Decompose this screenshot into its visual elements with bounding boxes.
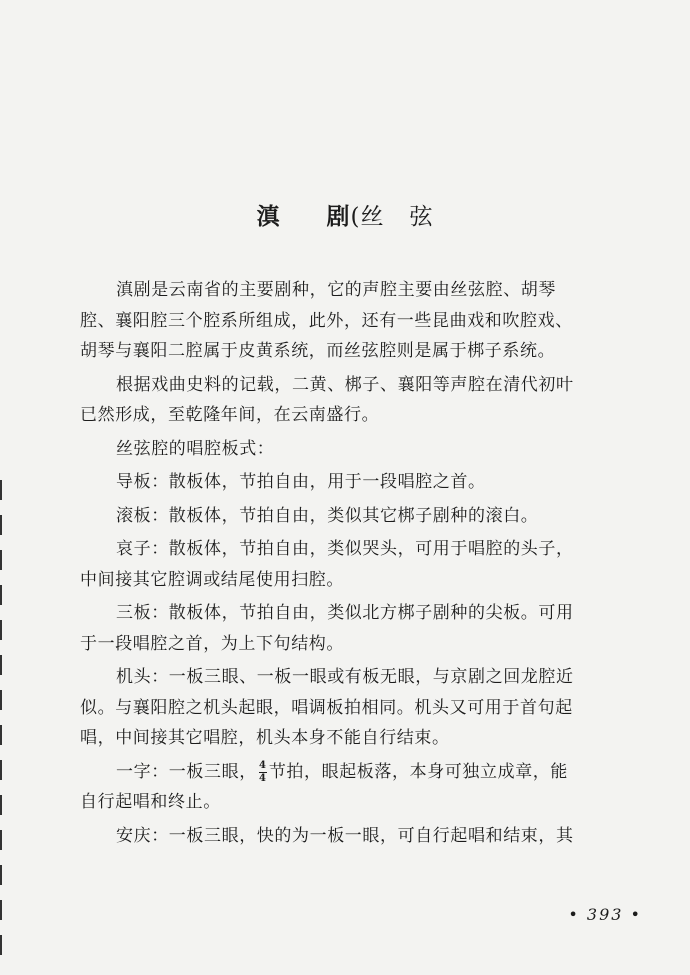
title-char-4: 弦 — [409, 204, 434, 230]
margin-mark — [0, 795, 2, 815]
margin-mark — [0, 480, 2, 500]
text-line: 安庆：一板三眼，快的为一板一眼，可自行起唱和结束，其 — [116, 825, 574, 846]
margin-mark — [0, 550, 2, 570]
title-char-1: 滇 — [256, 203, 281, 230]
binding-margin-marks — [0, 480, 4, 970]
section-title — [0, 198, 690, 231]
margin-mark — [0, 935, 2, 955]
margin-mark — [0, 690, 2, 710]
paragraph-anqing — [80, 821, 658, 852]
margin-mark — [0, 760, 2, 780]
text-line: 似。与襄阳腔之机头起眼，唱调板拍相同。机头又可用于首句起 — [80, 697, 573, 718]
text-line: 胡琴与襄阳二腔属于皮黄系统，而丝弦腔则是属于梆子系统。 — [80, 341, 556, 361]
text-line: 自行起唱和终止。 — [80, 792, 221, 812]
margin-mark — [0, 900, 2, 920]
title-paren: ( — [350, 204, 361, 230]
margin-mark — [0, 620, 2, 640]
margin-mark — [0, 725, 2, 745]
paragraph-daoban — [80, 467, 658, 498]
page-number: • 393 • — [568, 905, 642, 924]
text-line: 唱，中间接其它唱腔，机头本身不能自行结束。 — [80, 728, 450, 748]
text-line: 三板：散板体，节拍自由，类似北方梆子剧种的尖板。可用 — [116, 603, 574, 623]
frac-numerator: 4 — [259, 759, 267, 771]
text-fragment: 节拍，眼起板落，本身可独立成章，能 — [268, 761, 569, 782]
text-line: 腔、襄阳腔三个腔系所组成，此外，还有一些昆曲戏和吹腔戏、 — [80, 310, 573, 331]
margin-mark — [0, 515, 2, 535]
text-line: 导板：散板体，节拍自由，用于一段唱腔之首。 — [116, 472, 486, 492]
body-text — [80, 275, 658, 854]
margin-mark — [0, 830, 2, 850]
text-line — [80, 757, 658, 788]
title-char-3: 丝 — [360, 204, 410, 230]
title-char-2: 剧 — [326, 203, 351, 230]
text-fragment: 一字：一板三眼， — [116, 761, 257, 782]
paragraph-yizi — [80, 757, 658, 818]
text-line: 根据戏曲史料的记载，二黄、梆子、襄阳等声腔在清代初叶 — [116, 374, 574, 395]
margin-mark — [0, 585, 2, 605]
paragraph-banshi-heading — [80, 434, 658, 465]
time-signature — [259, 761, 267, 784]
text-line: 滚板：散板体，节拍自由，类似其它梆子剧种的滚白。 — [116, 505, 539, 526]
paragraph-aizi — [80, 534, 658, 595]
paragraph-history — [80, 370, 658, 431]
text-line: 哀子：散板体，节拍自由，类似哭头，可用于唱腔的头子， — [116, 539, 574, 559]
text-line: 丝弦腔的唱腔板式： — [116, 438, 275, 459]
margin-mark — [0, 655, 2, 675]
paragraph-gunban — [80, 501, 658, 532]
paragraph-intro — [80, 275, 658, 367]
paragraph-jitou — [80, 662, 658, 754]
text-line: 中间接其它腔调或结尾使用扫腔。 — [80, 569, 344, 590]
text-line: 已然形成，至乾隆年间，在云南盛行。 — [80, 405, 380, 425]
text-line: 机头：一板三眼、一板一眼或有板无眼，与京剧之回龙腔近 — [116, 667, 574, 687]
text-line: 于一段唱腔之首，为上下句结构。 — [80, 633, 344, 654]
text-line: 滇剧是云南省的主要剧种，它的声腔主要由丝弦腔、胡琴 — [116, 280, 556, 300]
frac-denominator: 4 — [259, 772, 267, 784]
margin-mark — [0, 865, 2, 885]
paragraph-sanban — [80, 598, 658, 659]
